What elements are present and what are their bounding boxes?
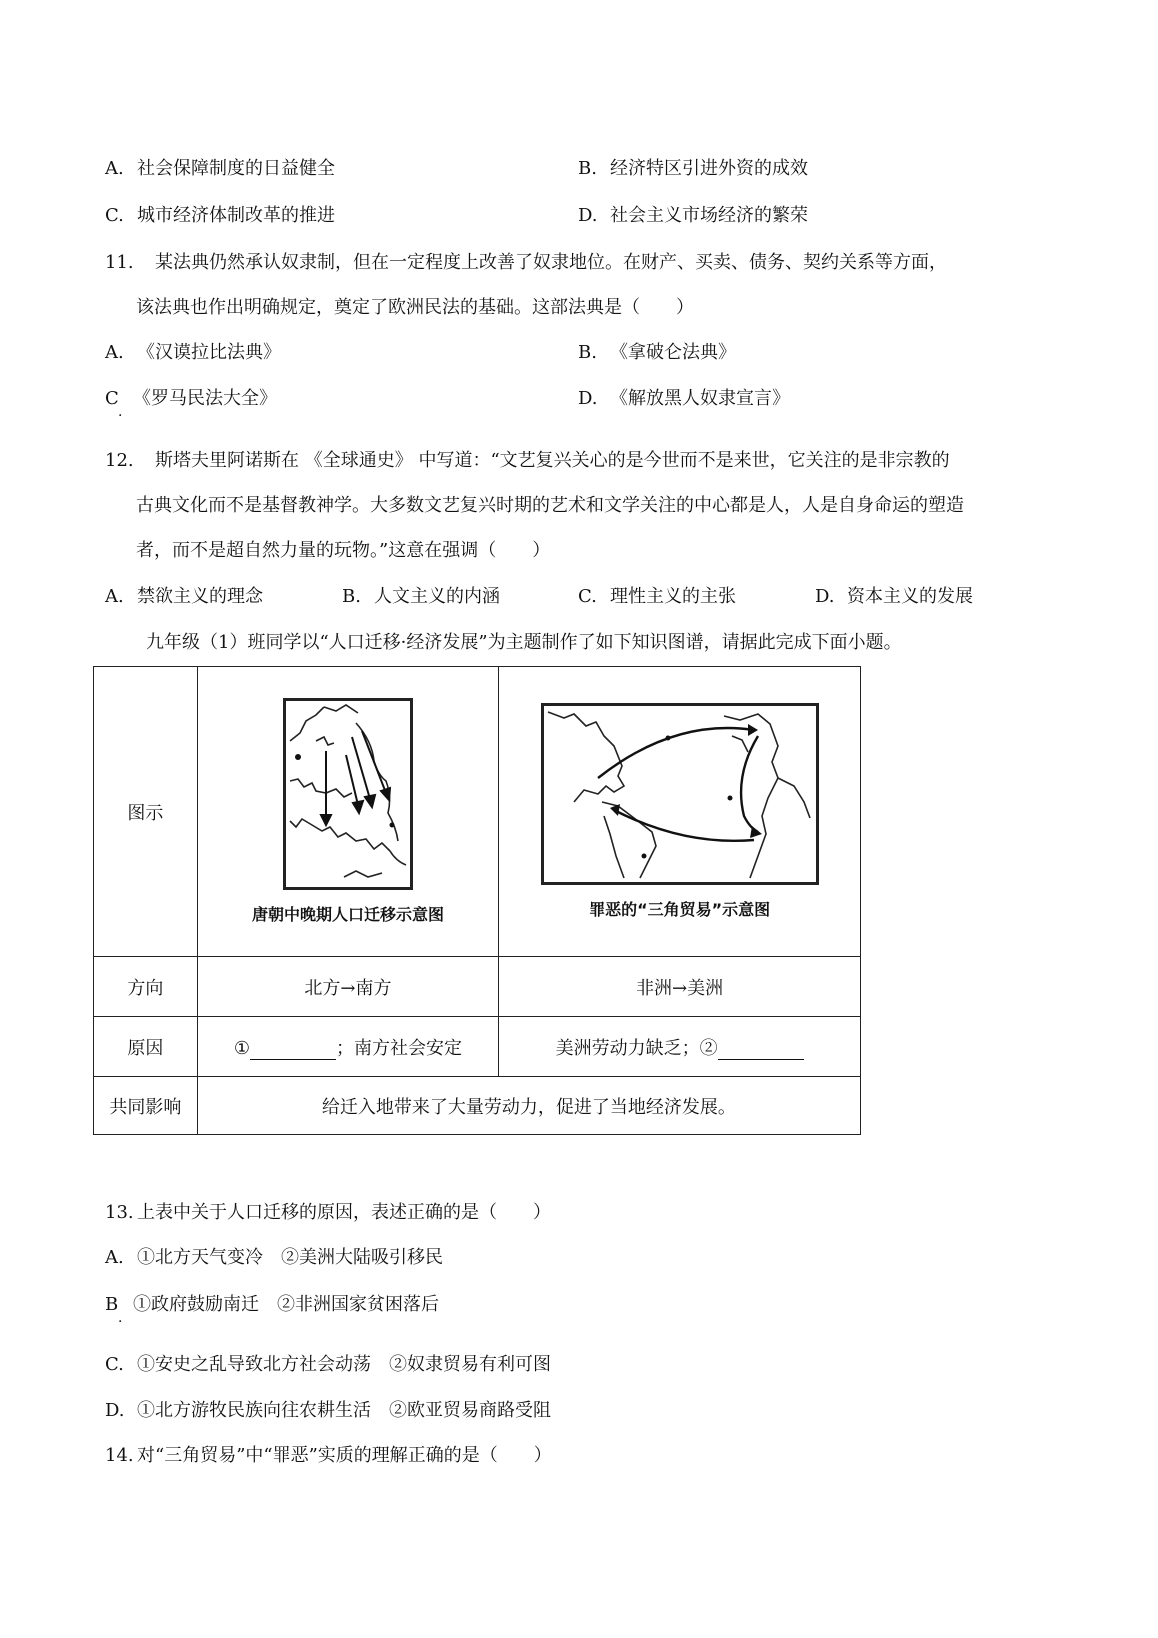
table-row-diagram (94, 667, 861, 957)
q11-option-d[interactable] (578, 386, 790, 412)
option-letter: B. (342, 586, 361, 607)
q14-stem (105, 1443, 552, 1469)
knowledge-map-table (93, 666, 861, 1135)
q11-option-b[interactable] (578, 340, 736, 366)
q10-option-b[interactable] (578, 156, 808, 182)
option-letter: D. (578, 205, 598, 226)
option-letter: A. (105, 586, 124, 607)
q13-option-b[interactable] (105, 1292, 439, 1318)
tang-migration-map (283, 698, 413, 890)
stem-text: 对“三角贸易”中“罪恶”实质的理解正确的是（ ） (137, 1445, 552, 1466)
q11-stem-line2: 该法典也作出明确规定，奠定了欧洲民法的基础。这部法典是（ ） (136, 297, 694, 318)
q13-option-a[interactable] (105, 1245, 443, 1271)
option-text: 社会保障制度的日益健全 (137, 158, 335, 179)
question-number: 12. (105, 450, 134, 471)
option-text: ①政府鼓励南迁 ②非洲国家贫困落后 (133, 1294, 439, 1315)
question-number: 14. (105, 1445, 134, 1466)
q11-option-a[interactable] (105, 340, 281, 366)
q12-stem-line2: 古典文化而不是基督教神学。大多数文艺复兴时期的艺术和文学关注的中心都是人，人是自身命运的塑造 (136, 495, 964, 516)
reason2-prefix: 美洲劳动力缺乏；② (555, 1037, 718, 1059)
q11-option-c[interactable] (105, 386, 277, 412)
option-text: 《拿破仑法典》 (610, 342, 736, 363)
common-impact: 给迁入地带来了大量劳动力，促进了当地经济发展。 (197, 1077, 860, 1135)
option-letter: C. (105, 205, 124, 226)
option-letter: B. (578, 342, 597, 363)
option-text: ①北方游牧民族向往农耕生活 ②欧亚贸易商路受阻 (137, 1400, 551, 1421)
triangle-trade-map-drawing (544, 706, 816, 882)
option-text: 《汉谟拉比法典》 (137, 342, 281, 363)
table-row-direction (94, 957, 861, 1017)
option-text: ①北方天气变冷 ②美洲大陆吸引移民 (137, 1247, 443, 1268)
row-label-impact: 共同影响 (94, 1077, 198, 1135)
q12-option-a[interactable] (105, 584, 263, 610)
q10-option-c[interactable] (105, 203, 335, 229)
q10-option-a[interactable] (105, 156, 335, 182)
map2-cell (499, 667, 861, 957)
option-letter: A. (105, 342, 124, 363)
option-letter: D. (815, 586, 835, 607)
option-letter: B (105, 1294, 119, 1315)
table-intro: 九年级（1）班同学以“人口迁移·经济发展”为主题制作了如下知识图谱，请据此完成下面小题。 (146, 632, 902, 653)
tang-migration-map-drawing (286, 701, 410, 887)
q12-option-c[interactable] (578, 584, 736, 610)
q12-option-b[interactable] (342, 584, 500, 610)
option-letter: C (105, 388, 119, 409)
option-letter: A. (105, 158, 124, 179)
question-number: 11. (105, 252, 134, 273)
q13-option-d[interactable] (105, 1398, 551, 1424)
reason-trade (499, 1017, 861, 1077)
option-letter: D. (578, 388, 598, 409)
stem-text: 斯塔夫里阿诺斯在 《全球通史》 中写道：“文艺复兴关心的是今世而不是来世，它关注的是非宗教的 (155, 450, 950, 471)
option-text: 资本主义的发展 (847, 586, 973, 607)
direction-trade: 非洲→美洲 (499, 957, 861, 1017)
triangle-trade-map (541, 703, 819, 885)
map2-caption: 罪恶的“三角贸易”示意图 (589, 900, 771, 919)
option-letter: B. (578, 158, 597, 179)
q10-option-d[interactable] (578, 203, 808, 229)
row-label-diagram: 图示 (94, 667, 198, 957)
q12-stem-line1 (105, 448, 950, 474)
map1-cell (197, 667, 498, 957)
option-letter: C. (105, 1354, 124, 1375)
direction-tang: 北方→南方 (197, 957, 498, 1017)
q12-stem-line3: 者，而不是超自然力量的玩物。”这意在强调（ ） (136, 540, 551, 561)
option-text: 《罗马民法大全》 (133, 388, 277, 409)
table-row-impact (94, 1077, 861, 1135)
answer-blank-2[interactable] (718, 1039, 804, 1060)
option-text: 人文主义的内涵 (374, 586, 500, 607)
option-text: 城市经济体制改革的推进 (137, 205, 335, 226)
q13-stem (105, 1200, 551, 1226)
option-text: 《解放黑人奴隶宣言》 (610, 388, 790, 409)
reason1-prefix: ① (233, 1037, 251, 1059)
map1-caption: 唐朝中晚期人口迁移示意图 (251, 905, 444, 924)
option-text: 社会主义市场经济的繁荣 (610, 205, 808, 226)
q12-option-d[interactable] (815, 584, 973, 610)
reason-tang (197, 1017, 498, 1077)
reason1-suffix: ；南方社会安定 (336, 1037, 463, 1059)
q11-stem-line1 (105, 250, 947, 276)
option-letter: A. (105, 1247, 124, 1268)
table-row-reason (94, 1017, 861, 1077)
q13-option-c[interactable] (105, 1352, 551, 1378)
option-text: 理性主义的主张 (610, 586, 736, 607)
artifact-dot: · (118, 408, 123, 424)
option-text: 禁欲主义的理念 (137, 586, 263, 607)
stem-text: 某法典仍然承认奴隶制，但在一定程度上改善了奴隶地位。在财产、买卖、债务、契约关系等方面， (155, 252, 947, 273)
option-letter: D. (105, 1400, 125, 1421)
artifact-dot: · (118, 1314, 123, 1330)
option-letter: C. (578, 586, 597, 607)
stem-text: 上表中关于人口迁移的原因，表述正确的是（ ） (137, 1202, 551, 1223)
answer-blank-1[interactable] (250, 1039, 336, 1060)
option-text: ①安史之乱导致北方社会动荡 ②奴隶贸易有利可图 (137, 1354, 551, 1375)
option-text: 经济特区引进外资的成效 (610, 158, 808, 179)
row-label-reason: 原因 (94, 1017, 198, 1077)
row-label-direction: 方向 (94, 957, 198, 1017)
question-number: 13. (105, 1202, 134, 1223)
